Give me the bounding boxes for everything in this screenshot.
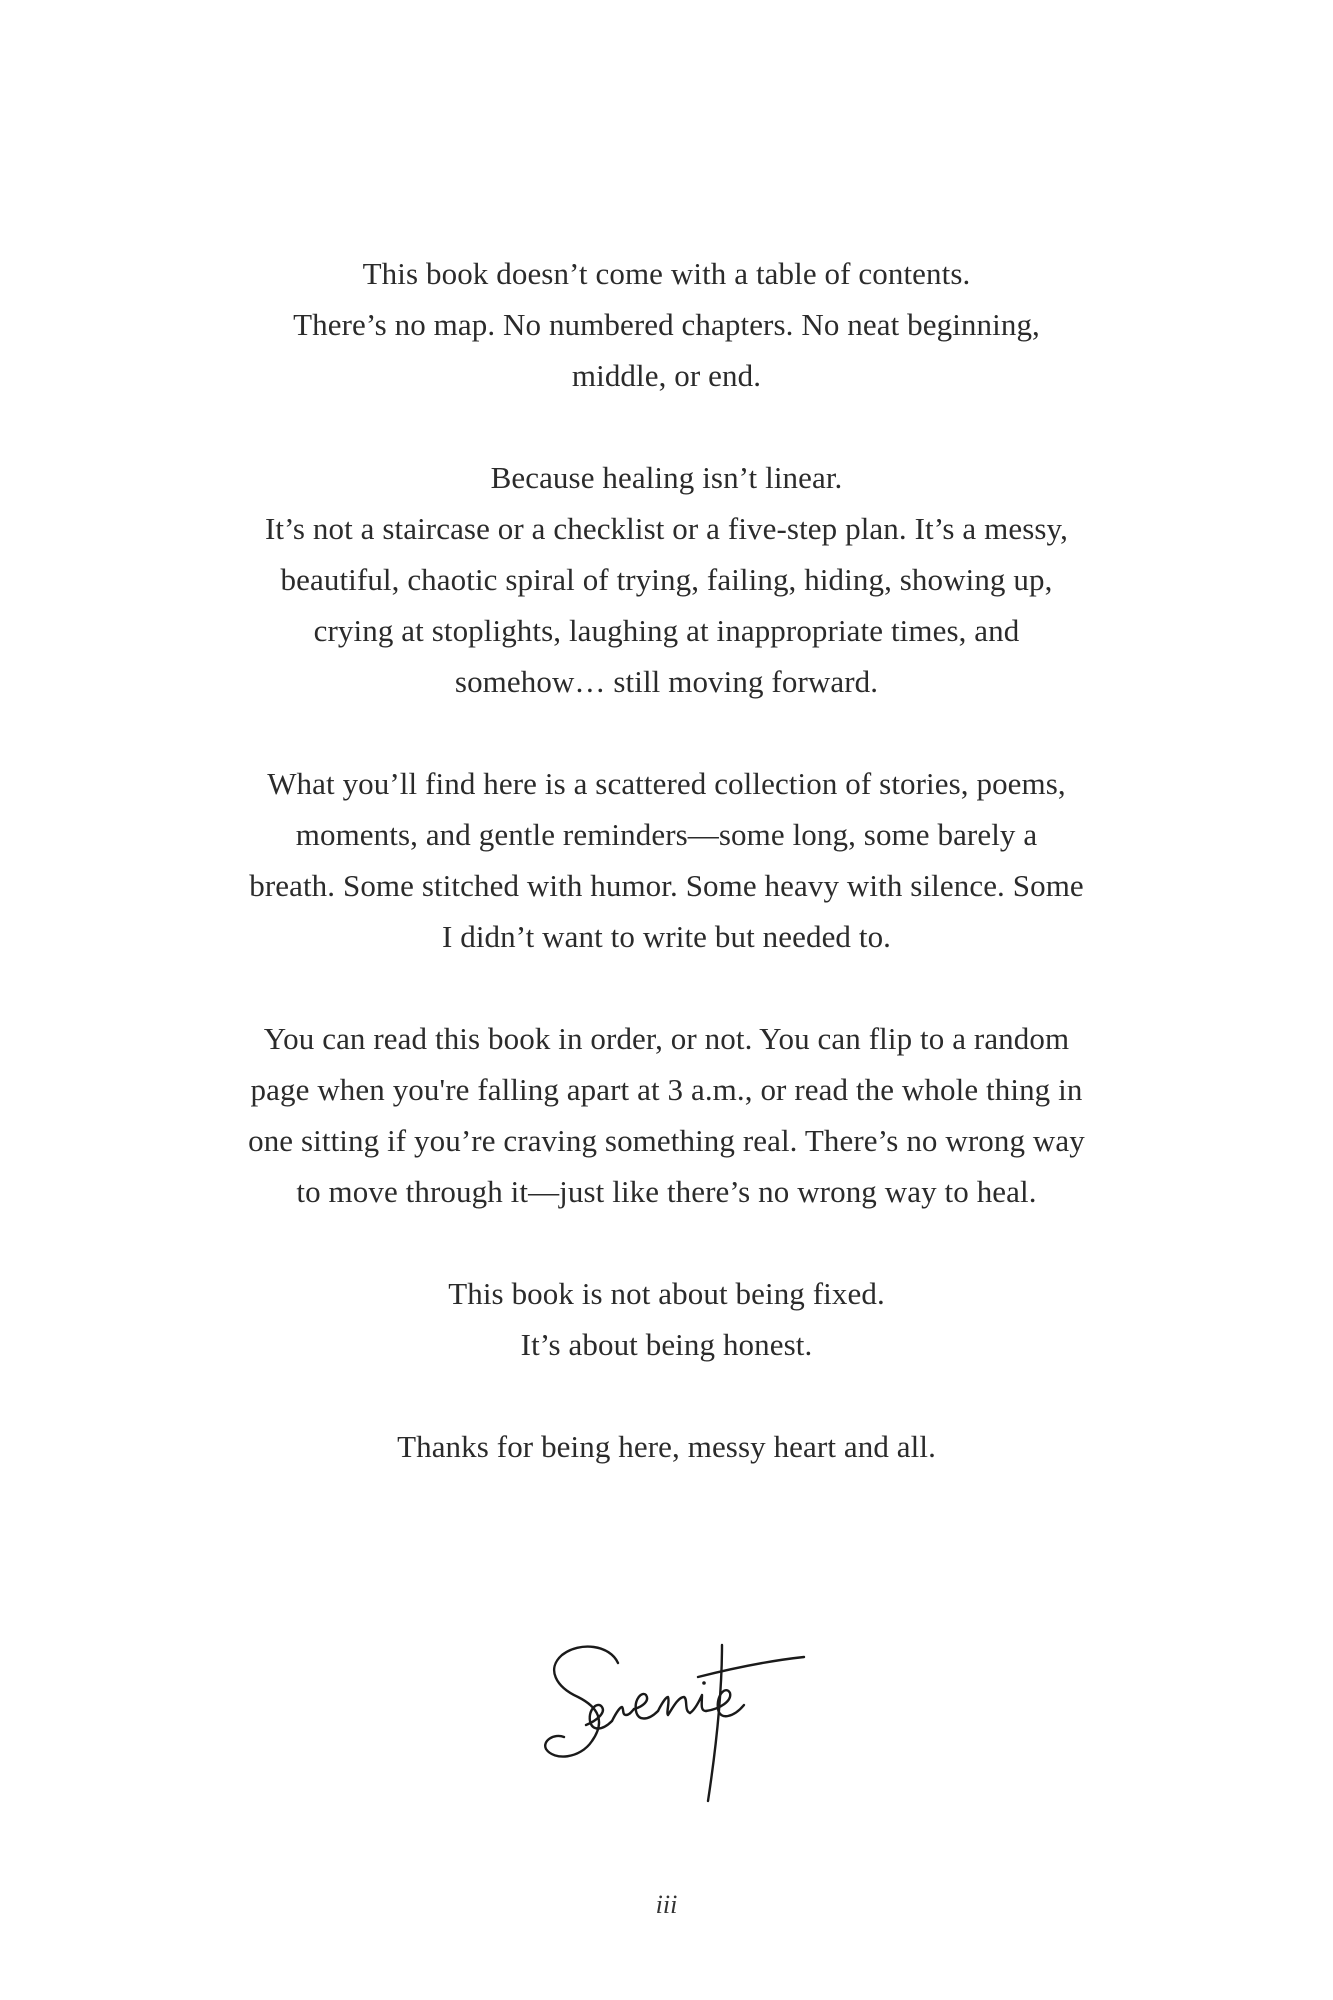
text-line: This book is not about being fixed. bbox=[448, 1276, 885, 1311]
text-line: This book doesn’t come with a table of contents. bbox=[362, 256, 971, 291]
text-line: to move through it—just like there’s no wrong way to heal. bbox=[296, 1174, 1037, 1209]
text-line: beautiful, chaotic spiral of trying, failing, hiding, showing up, bbox=[280, 562, 1053, 597]
text-line: I didn’t want to write but needed to. bbox=[441, 919, 892, 954]
text-line: moments, and gentle reminders—some long, some barely a bbox=[295, 817, 1038, 852]
text-line: It’s about being honest. bbox=[520, 1327, 813, 1362]
paragraph-healing bbox=[0, 452, 1333, 707]
text-line: breath. Some stitched with humor. Some heavy with silence. Some bbox=[249, 868, 1084, 903]
text-line: somehow… still moving forward. bbox=[454, 664, 879, 699]
signature-serenite bbox=[540, 1625, 830, 1815]
text-line: Thanks for being here, messy heart and all. bbox=[397, 1429, 936, 1464]
paragraph-thanks bbox=[0, 1421, 1333, 1472]
text-line: There’s no map. No numbered chapters. No neat beginning, bbox=[293, 307, 1040, 342]
text-line: Because healing isn’t linear. bbox=[490, 460, 843, 495]
paragraph-honest bbox=[0, 1268, 1333, 1370]
text-line: What you’ll find here is a scattered collection of stories, poems, bbox=[267, 766, 1066, 801]
paragraph-intro bbox=[0, 248, 1333, 401]
body-text bbox=[0, 248, 1333, 1472]
signature-strokes bbox=[545, 1645, 804, 1801]
text-line: It’s not a staircase or a checklist or a five-step plan. It’s a messy, bbox=[265, 511, 1068, 546]
paragraph-reading bbox=[0, 1013, 1333, 1217]
text-line: You can read this book in order, or not. You can flip to a random bbox=[263, 1021, 1070, 1056]
paragraph-collection bbox=[0, 758, 1333, 962]
text-line: middle, or end. bbox=[571, 358, 762, 393]
text-line: crying at stoplights, laughing at inappropriate times, and bbox=[313, 613, 1020, 648]
page-number: iii bbox=[655, 1890, 678, 1919]
text-line: one sitting if you’re craving something real. There’s no wrong way bbox=[248, 1123, 1085, 1158]
text-line: page when you're falling apart at 3 a.m., or read the whole thing in bbox=[250, 1072, 1083, 1107]
